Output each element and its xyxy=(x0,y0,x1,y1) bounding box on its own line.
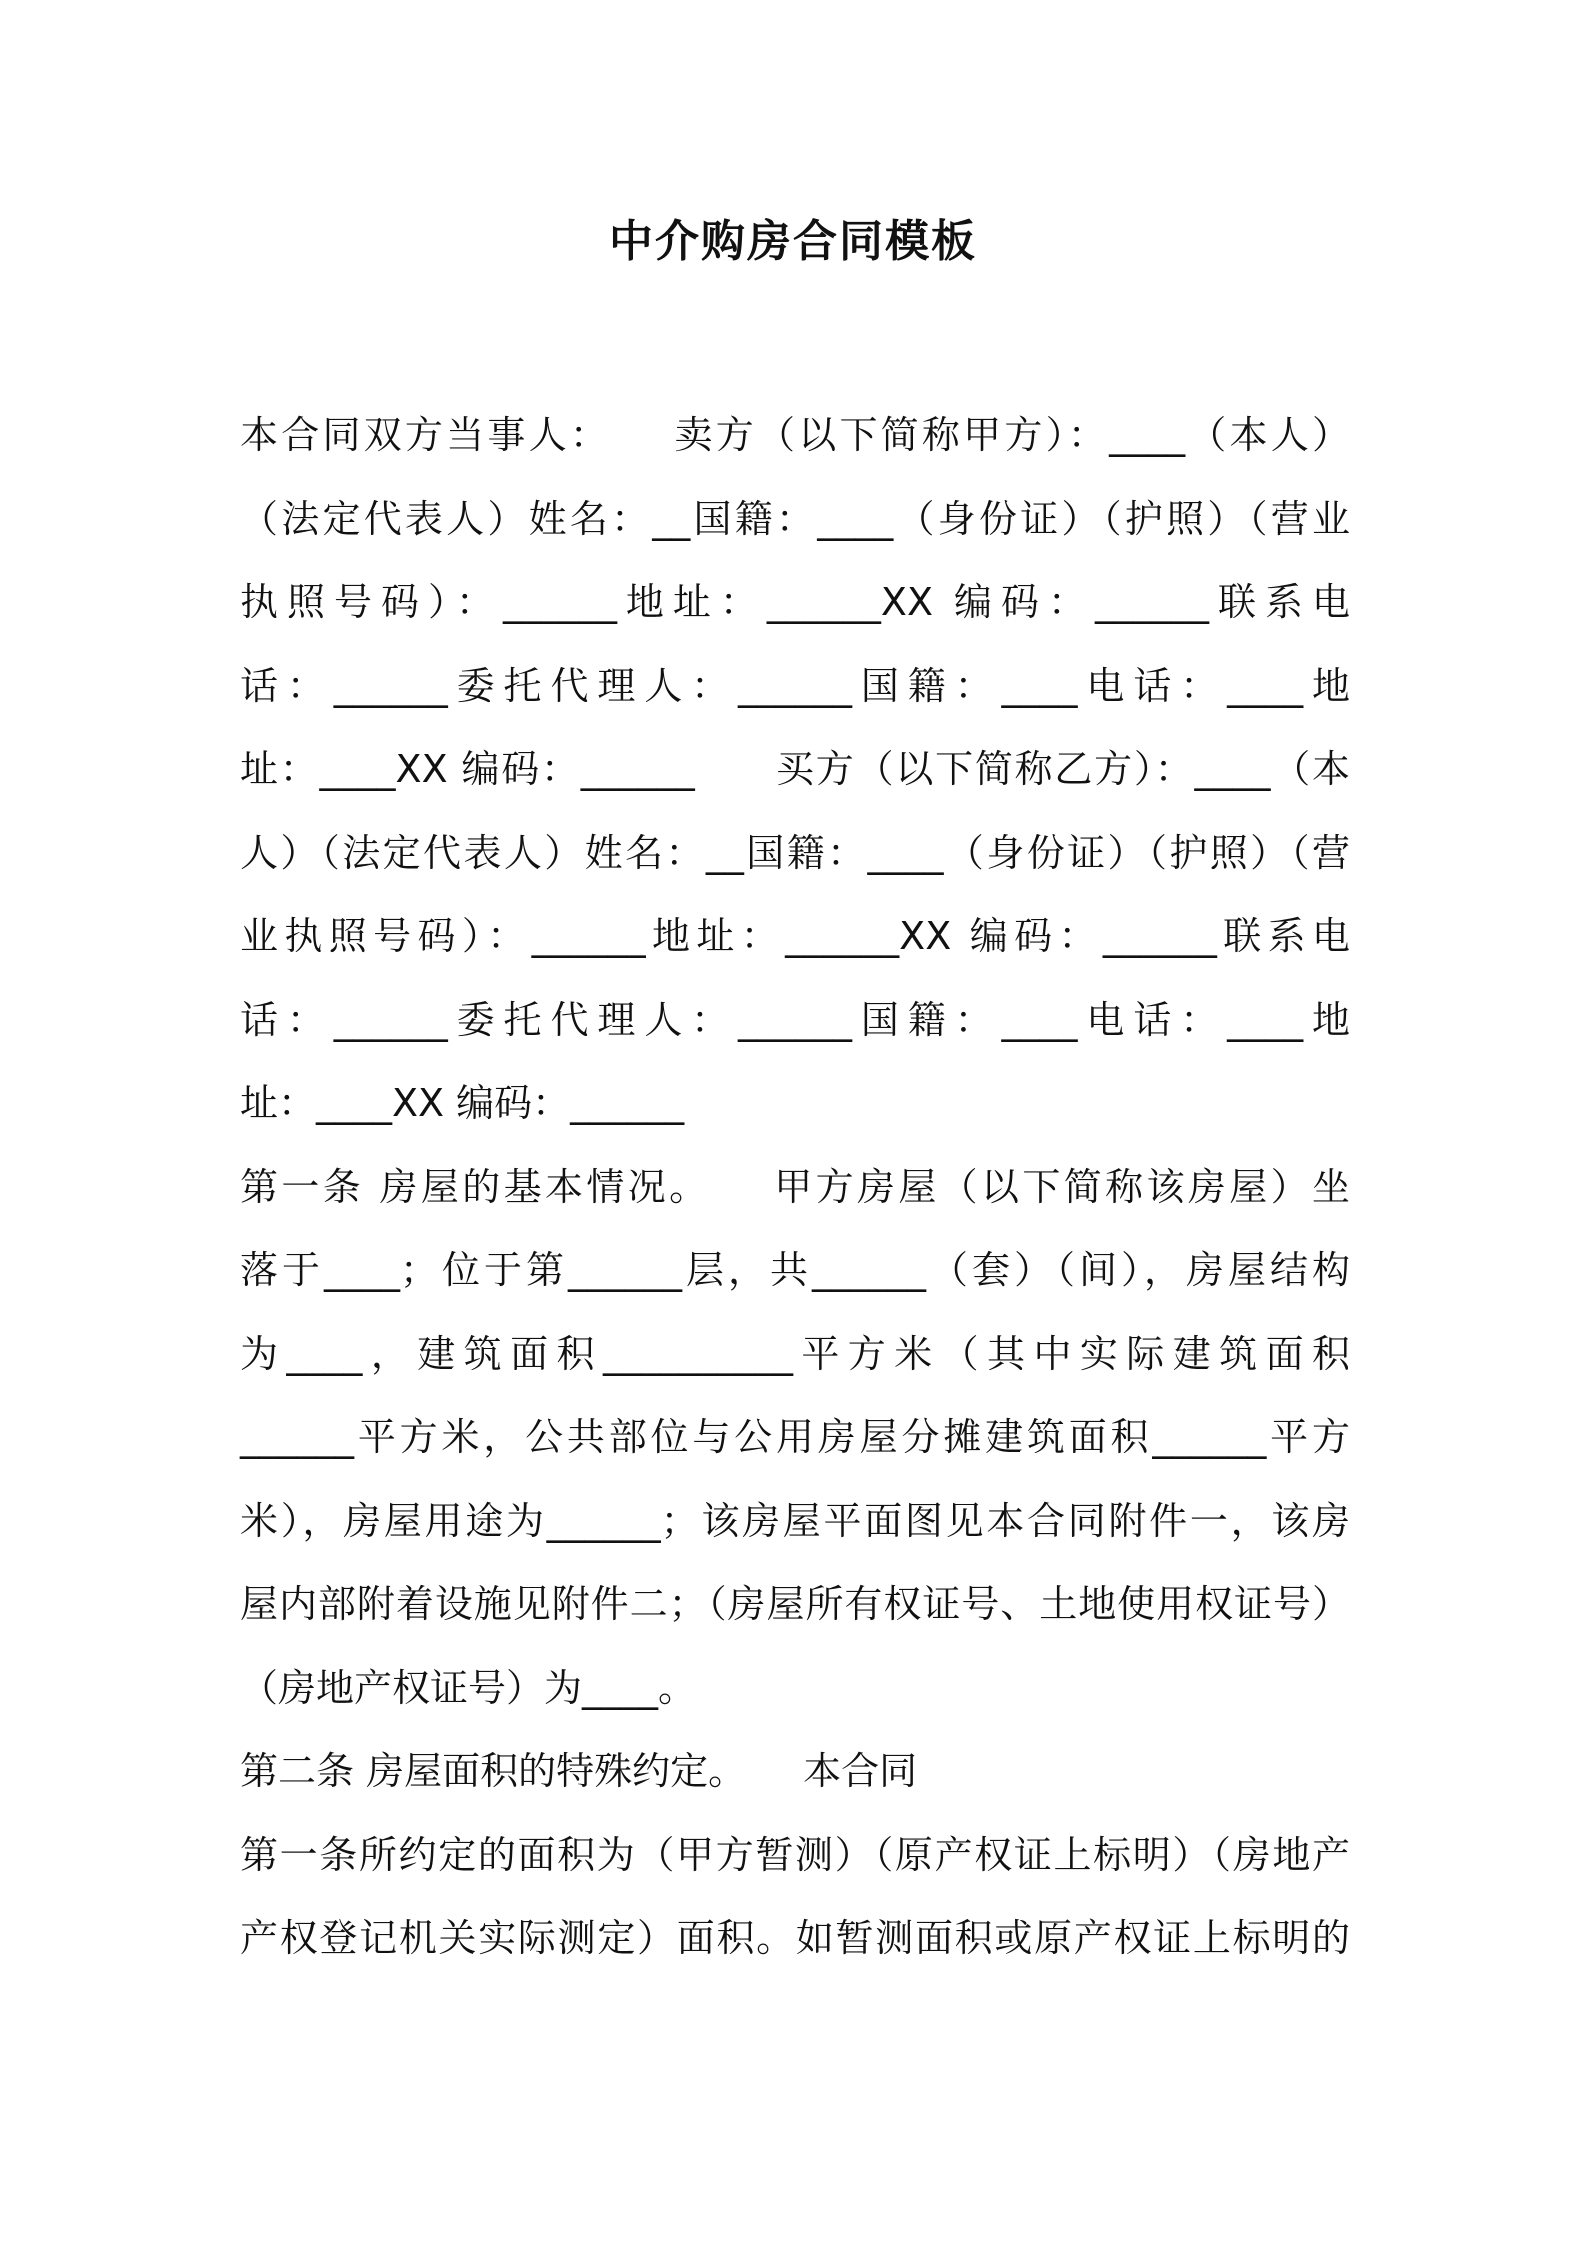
article-two-line: 第二条 房屋面积的特殊约定。 本合同 xyxy=(240,1749,918,1793)
contract-line: 话：______委托代理人：______国籍：____电话：____地 xyxy=(240,663,1350,708)
contract-line: 本合同双方当事人： 卖方（以下简称甲方）：____（本人） xyxy=(240,413,1350,457)
contract-line: （法定代表人）姓名：__国籍：____（身份证）（护照）（营业 xyxy=(240,496,1350,541)
contract-line: ______平方米，公共部位与公用房屋分摊建筑面积______平方 xyxy=(240,1415,1350,1459)
contract-body xyxy=(240,405,1350,1992)
contract-line: 米），房屋用途为______；该房屋平面图见本合同附件一，该房 xyxy=(240,1498,1350,1543)
contract-line: 第一条所约定的面积为（甲方暂测）（原产权证上标明）（房地产 xyxy=(240,1832,1350,1877)
contract-line: 执照号码）：______地址：______XX 编码：______联系电 xyxy=(240,580,1350,624)
contract-line: 址：____XX 编码：______ xyxy=(240,1081,685,1125)
document-title: 中介购房合同模板 xyxy=(609,216,977,267)
contract-line: 产权登记机关实际测定）面积。如暂测面积或原产权证上标明的 xyxy=(240,1916,1350,1960)
contract-line: 业执照号码）：______地址：______XX 编码：______联系电 xyxy=(240,914,1350,958)
contract-line: 话：______委托代理人：______国籍：____电话：____地 xyxy=(240,997,1350,1042)
contract-line: 址：____XX 编码：______ 买方（以下简称乙方）：____（本 xyxy=(240,747,1350,791)
contract-line: 人）（法定代表人）姓名：__国籍：____（身份证）（护照）（营 xyxy=(240,830,1350,875)
contract-line: 屋内部附着设施见附件二；（房屋所有权证号、土地使用权证号） xyxy=(240,1582,1350,1626)
contract-line: 落于____；位于第______层，共______（套）（间），房屋结构 xyxy=(240,1248,1350,1292)
contract-line: （房地产权证号）为____。 xyxy=(240,1665,697,1710)
contract-line: 为____，建筑面积__________平方米（其中实际建筑面积 xyxy=(240,1331,1350,1376)
article-one-line: 第一条 房屋的基本情况。 甲方房屋（以下简称该房屋）坐 xyxy=(240,1164,1350,1209)
